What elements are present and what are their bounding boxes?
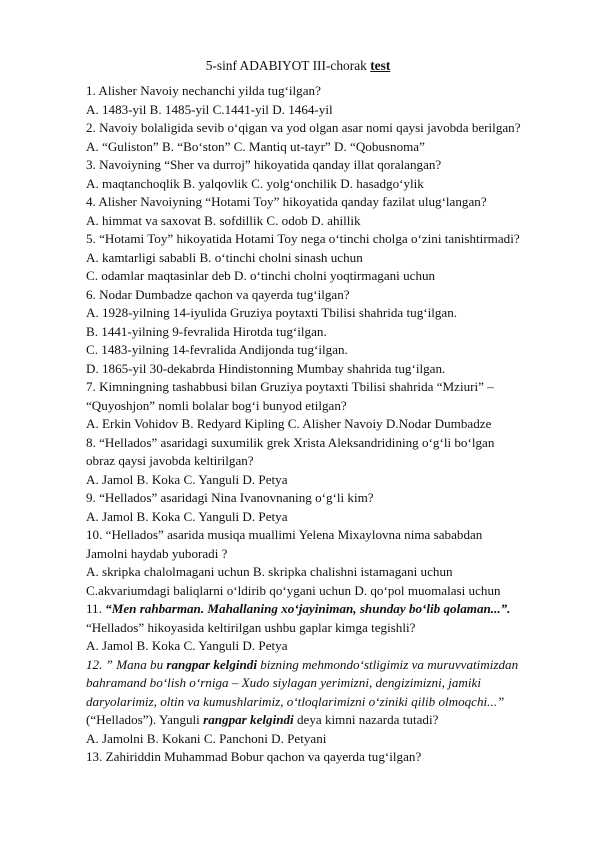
text-line: C. odamlar maqtasinlar deb D. o‘tinchi cholni yoqtirmagani uchun [86, 268, 436, 283]
q12-text: bizning mehmondo‘stligimiz va muruvvatimizdan [256, 656, 519, 672]
text-line: D. 1865-yil 30-dekabrda Hindistonning Mumbay shahrida tug‘ilgan. [86, 360, 446, 376]
text-line: 10. “Hellados” asarida musiqa muallimi Yelena Mixaylovna nima sababdan [86, 527, 483, 542]
question-12-line-2: bahramand bo‘lish o‘rniga – Xudo siylagan yerimizni, dengizimizni, jamiki [86, 675, 481, 690]
question-12-line-3: daryolarimiz, oltin va kumushlarimiz, o‘tloqlarimizni o‘ziniki qilib olmoqchi...” [86, 693, 505, 709]
text-line: obraz qaysi javobda keltirilgan? [86, 453, 254, 468]
text-line: “Quyoshjon” nomli bolalar bog‘i bunyod etilgan? [86, 397, 347, 413]
page-title [0, 57, 596, 75]
text-line: 3. Navoiyning “Sher va durroj” hikoyatida qanday illat qoralangan? [86, 157, 442, 172]
question-11-quote: “Men rahbarman. Mahallaning xo‘jayiniman, shunday bo‘lib qolaman...”. [105, 601, 511, 616]
question-11-text: “Hellados” hikoyasida keltirilgan ushbu gaplar kimga tegishli? [86, 619, 416, 635]
test-content [86, 82, 556, 767]
title-text: 5-sinf ADABIYOT III-chorak [205, 58, 371, 73]
text-line: A. “Guliston” B. “Bo‘ston” C. Mantiq ut-tayr” D. “Qobusnoma” [86, 138, 425, 154]
question-11-answers: A. Jamol B. Koka C. Yanguli D. Petya [86, 638, 288, 653]
q12-text: (“Hellados”). Yanguli [86, 712, 204, 727]
q12-text: 12. ” Mana bu [86, 656, 167, 672]
text-line: Jamolni haydab yuboradi ? [86, 545, 228, 561]
text-line: A. kamtarligi sababli B. o‘tinchi cholni sinash uchun [86, 249, 363, 265]
text-line: 7. Kimningning tashabbusi bilan Gruziya poytaxti Tbilisi shahrida “Mziuri” – [86, 379, 494, 394]
text-line: C.akvariumdagi baliqlarni o‘ldirib qo‘ygani uchun D. qo‘pol muomalasi uchun [86, 582, 501, 598]
question-12-answers: A. Jamolni B. Kokani C. Panchoni D. Petyani [86, 730, 327, 746]
title-test-word: test [370, 58, 391, 73]
question-12-line-1 [86, 656, 556, 675]
text-line: B. 1441-yilning 9-fevralida Hirotda tug‘ilgan. [86, 323, 327, 339]
text-line: A. Erkin Vohidov B. Redyard Kipling C. Alisher Navoiy D.Nodar Dumbadze [86, 416, 492, 431]
text-line: 2. Navoiy bolaligida sevib o‘qigan va yod olgan asar nomi qaysi javobda berilgan? [86, 120, 521, 135]
q12-emphasis: rangpar kelgindi [166, 656, 257, 672]
q12-text: deya kimni nazarda tutadi? [293, 712, 439, 727]
text-line: A. 1928-yilning 14-iyulida Gruziya poytaxti Tbilisi shahrida tug‘ilgan. [86, 305, 458, 320]
text-line: A. Jamol B. Koka C. Yanguli D. Petya [86, 508, 288, 524]
text-line: 5. “Hotami Toy” hikoyatida Hotami Toy nega o‘tinchi cholga o‘zini tanishtirmadi? [86, 231, 520, 246]
question-11-line [86, 600, 556, 619]
text-line: 8. “Hellados” asaridagi suxumilik grek Xrista Aleksandridining o‘g‘li bo‘lgan [86, 434, 495, 450]
question-12-line-4 [86, 711, 556, 730]
text-line: 1. Alisher Navoiy nechanchi yilda tug‘ilgan? [86, 83, 321, 98]
text-line: A. himmat va saxovat B. sofdillik C. odob D. ahillik [86, 212, 361, 228]
question-number: 11. [86, 601, 106, 616]
text-line: A. Jamol B. Koka C. Yanguli D. Petya [86, 471, 288, 487]
text-line: C. 1483-yilning 14-fevralida Andijonda tug‘ilgan. [86, 342, 348, 357]
text-line: A. skripka chalolmagani uchun B. skripka chalishni istamagani uchun [86, 564, 453, 579]
text-line: 4. Alisher Navoiyning “Hotami Toy” hikoyatida qanday fazilat ulug‘langan? [86, 194, 487, 209]
q12-emphasis: rangpar kelgindi [203, 712, 294, 727]
text-line: A. maqtanchoqlik B. yalqovlik C. yolg‘onchilik D. hasadgo‘ylik [86, 175, 424, 191]
text-line: 6. Nodar Dumbadze qachon va qayerda tug‘ilgan? [86, 286, 350, 302]
text-line: A. 1483-yil B. 1485-yil C.1441-yil D. 1464-yil [86, 101, 333, 117]
question-13-text: 13. Zahiriddin Muhammad Bobur qachon va qayerda tug‘ilgan? [86, 749, 422, 764]
text-line: 9. “Hellados” asaridagi Nina Ivanovnaning o‘g‘li kim? [86, 490, 374, 505]
